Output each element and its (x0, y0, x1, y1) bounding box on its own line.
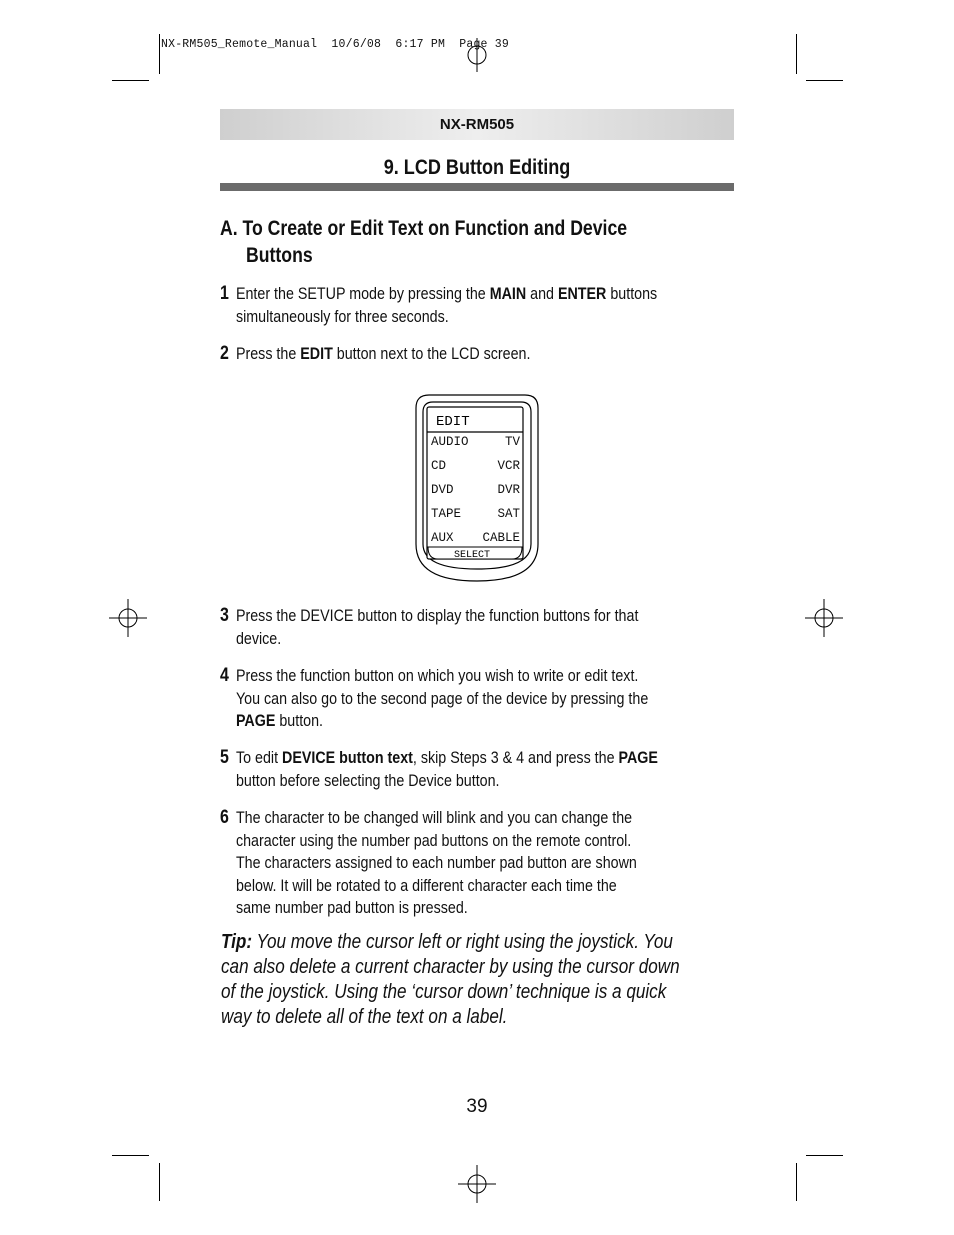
step-text: The character to be changed will blink and you can change the (235, 808, 633, 827)
step-bold: EDIT (300, 344, 333, 363)
lcd-item-right: CABLE (482, 531, 520, 545)
step-text: Press the (235, 344, 301, 363)
lcd-item-left: AUDIO (431, 435, 469, 449)
step-4 (220, 665, 724, 733)
lcd-item-right: VCR (497, 459, 520, 473)
crop-mark (159, 1163, 160, 1201)
step-number: 6 (220, 807, 229, 828)
subheading (220, 215, 741, 269)
step-text: below. It will be rotated to a different character each time the (235, 875, 617, 895)
lcd-item-left: DVD (431, 483, 454, 497)
step-text: The characters assigned to each number pad button are shown (235, 853, 637, 872)
lcd-item-right: SAT (497, 507, 520, 521)
subheading-line: Buttons (246, 244, 313, 267)
page-number: 39 (466, 1096, 488, 1117)
step-2 (220, 343, 724, 366)
step-1 (220, 283, 724, 328)
lcd-screen-illustration (415, 394, 539, 582)
lcd-item-left: TAPE (431, 507, 462, 521)
crop-mark (796, 34, 797, 74)
lcd-title: EDIT (436, 414, 470, 430)
registration-mark-top (458, 36, 496, 74)
step-text: To edit (235, 748, 283, 767)
step-bold: PAGE (618, 748, 658, 767)
crop-mark (159, 34, 160, 74)
lcd-item-left: AUX (431, 531, 454, 545)
step-bold: ENTER (557, 284, 607, 303)
step-text: Press the DEVICE button to display the function buttons for that (235, 606, 639, 625)
crop-mark (806, 80, 843, 81)
tip-paragraph (221, 929, 730, 1029)
crop-mark (796, 1163, 797, 1201)
section-title: 9. LCD Button Editing (383, 156, 571, 179)
step-number: 4 (220, 665, 229, 686)
step-text: button before selecting the Device button. (235, 770, 500, 790)
lcd-footer: SELECT (453, 550, 491, 561)
model-header (220, 109, 734, 140)
crop-mark (112, 80, 149, 81)
step-number: 3 (220, 605, 229, 626)
tip-text: can also delete a current character by using the cursor down (221, 955, 680, 978)
tip-label: Tip: (221, 930, 253, 953)
step-text: device. (235, 628, 282, 648)
section-rule (220, 183, 734, 191)
step-text: buttons (606, 284, 658, 303)
crop-mark (112, 1155, 149, 1156)
model-name: NX-RM505 (439, 116, 515, 133)
step-number: 1 (220, 283, 229, 304)
tip-text: You move the cursor left or right using the joystick. You (252, 930, 673, 953)
step-text: You can also go to the second page of the device by pressing the (235, 688, 649, 708)
lcd-screen-svg (415, 394, 539, 582)
registration-mark-left (109, 599, 147, 637)
step-text: , skip Steps 3 & 4 and press the (412, 748, 619, 767)
step-text: button next to the LCD screen. (332, 344, 531, 363)
step-text: same number pad button is pressed. (235, 898, 468, 917)
step-number: 5 (220, 747, 229, 768)
tip-text: of the joystick. Using the ‘cursor down’ technique is a quick (221, 980, 667, 1003)
registration-mark-right (805, 599, 843, 637)
step-5 (220, 747, 724, 792)
subheading-line: A. To Create or Edit Text on Function and Device (220, 217, 628, 240)
step-text: simultaneously for three seconds. (235, 306, 449, 326)
step-text: Press the function button on which you wish to write or edit text. (235, 666, 639, 685)
lcd-item-right: TV (504, 435, 520, 449)
lcd-item-right: DVR (497, 483, 520, 497)
lcd-item-left: CD (431, 459, 447, 473)
step-text: Enter the SETUP mode by pressing the (235, 284, 490, 303)
step-bold: PAGE (235, 711, 276, 730)
step-3 (220, 605, 724, 650)
step-number: 2 (220, 343, 229, 364)
crop-mark (806, 1155, 843, 1156)
step-text: and (526, 284, 558, 303)
printer-slug: NX-RM505_Remote_Manual 10/6/08 6:17 PM Page 39 (161, 38, 509, 51)
step-6 (220, 807, 724, 920)
tip-text: way to delete all of the text on a label. (221, 1005, 508, 1028)
step-text: character using the number pad buttons on the remote control. (235, 830, 632, 850)
step-bold: MAIN (489, 284, 527, 303)
step-text: button. (275, 711, 324, 730)
step-bold: DEVICE button text (282, 748, 413, 767)
registration-mark-bottom (458, 1165, 496, 1203)
